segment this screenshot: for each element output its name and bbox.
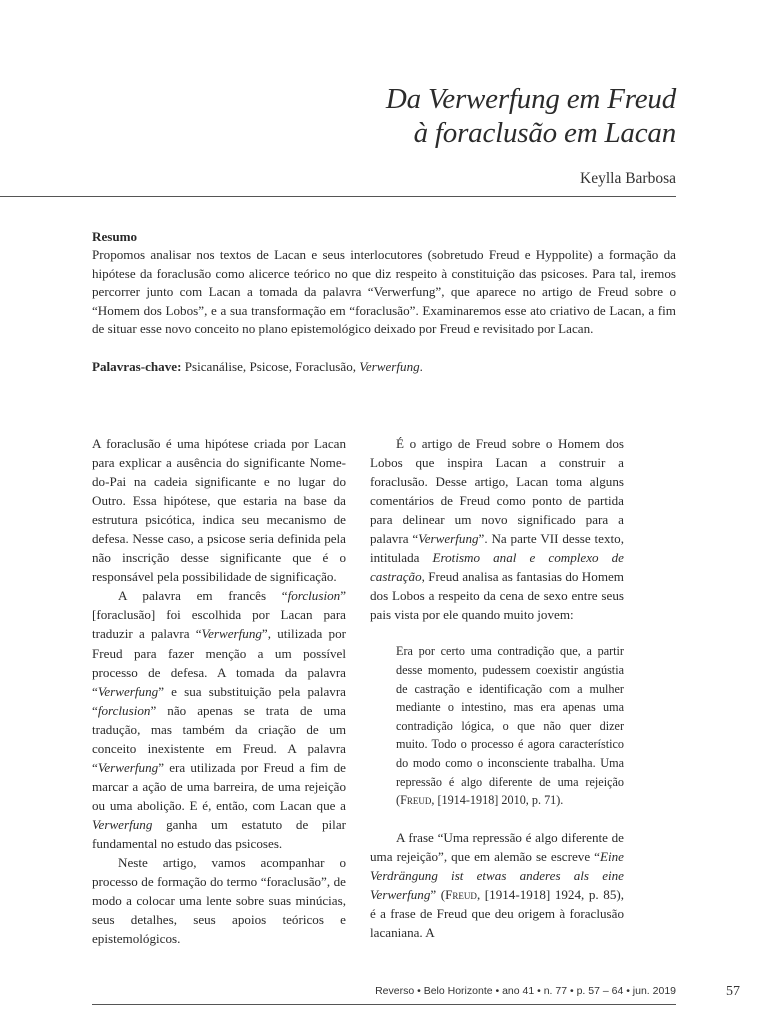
lp2-verwerfung-3: Verwerfung (97, 759, 159, 775)
footer-divider (92, 1004, 676, 1005)
lp2-b: ” [foraclusão] foi escolhida por Lacan para traduzir a palavra “ (92, 588, 346, 642)
abstract-text: Propomos analisar nos textos de Lacan e seus interlocutores (sobretudo Freud e Hyppolite) a formação da hipótese da foraclusão como alicerce teórico no que diz respeito à constituição das psicoses. Para tal, iremos percorrer junto com Lacan a tomada da palavra “Verwerfung”, que aparece no artigo de Freud sobre o “Homem dos Lobos”, e a sua transformação em “foraclusão”. Examinaremos esse ato criativo de Lacan, a fim de situar esse novo conceito no plano epistemológico deixado por Freud e revisitado por Lacan. (92, 247, 676, 337)
left-paragraph-1: A foraclusão é uma hipótese criada por Lacan para explicar a ausência do significante Nome-do-Pai na cadeia significante e no lugar do Outro. Essa hipótese, que estaria na base da estrutura psicótica, indica seu mecanismo de defesa. Nesse caso, a psicose seria definida pela não inscrição desse significante que é o responsável pela possibilidade de significação. (92, 436, 346, 585)
lp2-e: ” não apenas se trata de uma tradução, mas também da criação de um conceito inexistente em Freud. A palavra “ (92, 702, 346, 775)
lp2-verwerfung-2: Verwerfung (97, 683, 159, 699)
right-paragraph-2 (370, 828, 624, 942)
left-paragraph-3: Neste artigo, vamos acompanhar o processo de formação do termo “foraclusão”, de modo a colocar uma lente sobre suas minúcias, seus detalhes, seus apoios teóricos e epistemológicos. (92, 855, 346, 947)
rp1-title: Erotismo anal e complexo de castração (370, 550, 624, 585)
rp2-a: A frase “Uma repressão é algo diferente de uma rejeição”, que em alemão se escreve “ (370, 829, 624, 864)
lp2-d: ” e sua substituição pela palavra “ (92, 683, 346, 718)
keywords-end: . (419, 359, 423, 375)
block-quote (396, 642, 624, 809)
keywords (92, 358, 676, 376)
quote-a: Era por certo uma contradição que, a partir desse momento, pudessem coexistir angústia de castração e identificação com a mulher mediante o intestino, mas era apenas uma contradição lógica, o que não quer dizer muito. Todo o processo é agora característico do modo como o inconsciente trabalha. Uma repressão é algo diferente de uma rejeição ( (396, 644, 624, 808)
quote-author: Freud (400, 793, 432, 808)
rp1-verwerfung: Verwerfung (418, 531, 479, 547)
left-paragraph-2 (92, 586, 346, 853)
rp1-a: É o artigo de Freud sobre o Homem dos Lobos que inspira Lacan a construir a foraclusão. Desse artigo, Lacan toma alguns comentários de Freud como ponto de partida para delinear um novo significado para a palavra “ (370, 436, 624, 547)
rp1-b: ”. Na parte VII desse texto, intitulada (370, 531, 624, 566)
rp1-c: , Freud analisa as fantasias do Homem dos Lobos a respeito da cena de sexo entre seus pais vista por ele quando muito jovem: (370, 569, 624, 623)
author-name: Keylla Barbosa (580, 170, 676, 187)
abstract-section (92, 228, 676, 377)
lp2-forclusion: forclusion (287, 588, 341, 604)
lp2-verwerfung-4: Verwerfung (92, 816, 153, 832)
keywords-text: Psicanálise, Psicose, Foraclusão, (184, 359, 357, 375)
rp2-b: ” ( (430, 886, 446, 902)
right-paragraph-1 (370, 434, 624, 624)
title-line-2: à foraclusão em Lacan (413, 117, 676, 149)
lp2-g: ganha um estatuto de pilar fundamental no estudo das psicoses. (92, 816, 346, 851)
lp2-a: A palavra em francês “ (118, 588, 288, 604)
keywords-label: Palavras-chave: (92, 359, 182, 375)
running-footer: Reverso • Belo Horizonte • ano 41 • n. 77 • p. 57 – 64 • jun. 2019 (375, 985, 676, 997)
title-line-1: Da Verwerfung em Freud (385, 83, 676, 115)
rp2-german: Eine Verdrängung ist etwas anderes als eine Verwerfung (370, 848, 624, 902)
rp2-author: Freud (445, 886, 477, 902)
abstract-heading: Resumo (92, 229, 138, 244)
article-title (386, 82, 676, 150)
left-column (92, 434, 346, 948)
lp2-verwerfung: Verwerfung (201, 626, 262, 642)
header-divider (0, 196, 676, 197)
keywords-last: Verwerfung (359, 359, 420, 375)
lp2-c: ”, utilizada por Freud para fazer menção a um possível processo de defesa. A tomada da palavra “ (92, 626, 346, 699)
page-number: 57 (726, 984, 740, 999)
right-column (370, 434, 624, 942)
quote-b: , [1914-1918] 2010, p. 71). (431, 793, 564, 808)
rp2-c: , [1914-1918] 1924, p. 85), é a frase de Freud que deu origem à foraclusão lacaniana. A (370, 886, 624, 941)
lp2-forclusion-2: forclusion (97, 702, 151, 718)
lp2-f: ” era utilizada por Freud a fim de marcar a ação de uma barreira, de uma rejeição ou uma abolição. E é, então, com Lacan que a (92, 759, 346, 813)
